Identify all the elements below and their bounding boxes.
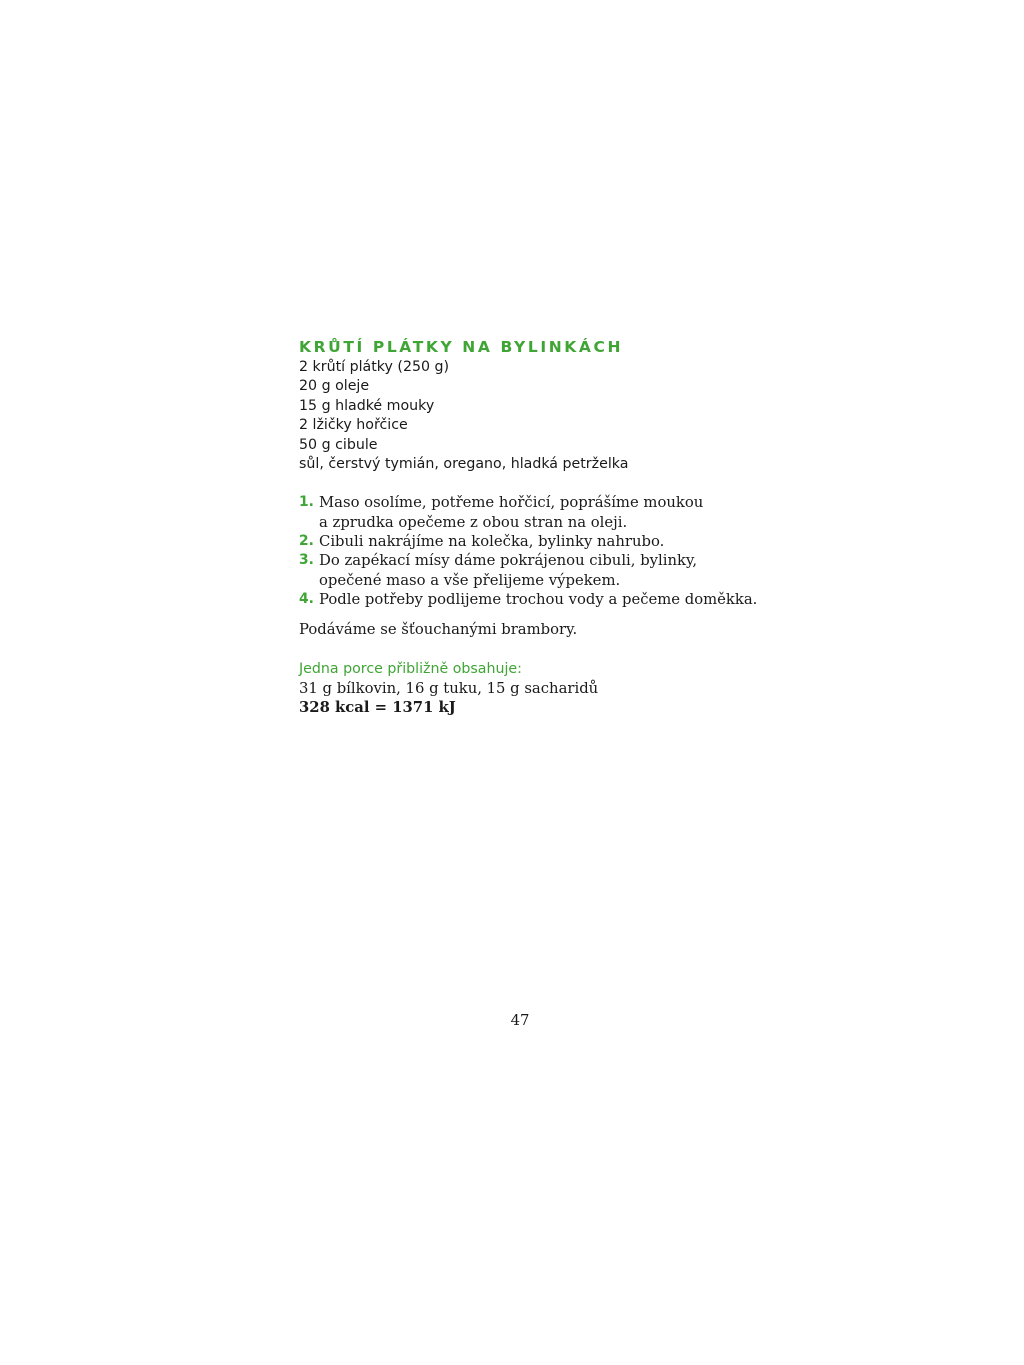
ingredient-item: 15 g hladké mouky	[299, 397, 435, 414]
ingredient-item: 2 lžičky hořčice	[299, 417, 408, 434]
step-text-line: opečené maso a vše přelijeme výpekem.	[319, 571, 621, 589]
ingredient-item: 50 g cibule	[299, 436, 378, 453]
energy-value: 328 kcal = 1371 kJ	[299, 699, 456, 717]
ingredients-list	[299, 358, 819, 474]
nutrition-values: 31 g bílkovin, 16 g tuku, 15 g sacharidů	[299, 679, 599, 697]
step-text-line: Podle potřeby podlijeme trochou vody a pečeme doměkka.	[319, 590, 758, 608]
step-text-line: a zprudka opečeme z obou stran na oleji.	[319, 513, 628, 531]
page-number: 47	[510, 1012, 530, 1029]
ingredient-item: sůl, čerstvý tymián, oregano, hladká petrželka	[299, 456, 629, 473]
step-number: 3.	[299, 552, 314, 569]
recipe-title: KRŮTÍ PLÁTKY NA BYLINKÁCH	[299, 338, 624, 356]
step-text-line: Do zapékací mísy dáme pokrájenou cibuli, bylinky,	[319, 552, 698, 570]
step-item	[299, 493, 819, 532]
ingredient-item: 20 g oleje	[299, 378, 370, 395]
serving-suggestion: Podáváme se šťouchanými brambory.	[299, 621, 578, 639]
step-item	[299, 532, 819, 551]
recipe	[299, 336, 819, 718]
steps-list	[299, 493, 819, 609]
step-number: 2.	[299, 533, 314, 550]
step-item	[299, 551, 819, 590]
step-number: 4.	[299, 590, 314, 607]
nutrition-heading: Jedna porce přibližně obsahuje:	[299, 660, 522, 677]
ingredient-item: 2 krůtí plátky (250 g)	[299, 359, 450, 375]
step-item	[299, 590, 819, 609]
step-text-line: Cibuli nakrájíme na kolečka, bylinky nahrubo.	[319, 533, 665, 551]
step-number: 1.	[299, 494, 314, 511]
step-text-line: Maso osolíme, potřeme hořčicí, poprášíme moukou	[319, 494, 704, 512]
